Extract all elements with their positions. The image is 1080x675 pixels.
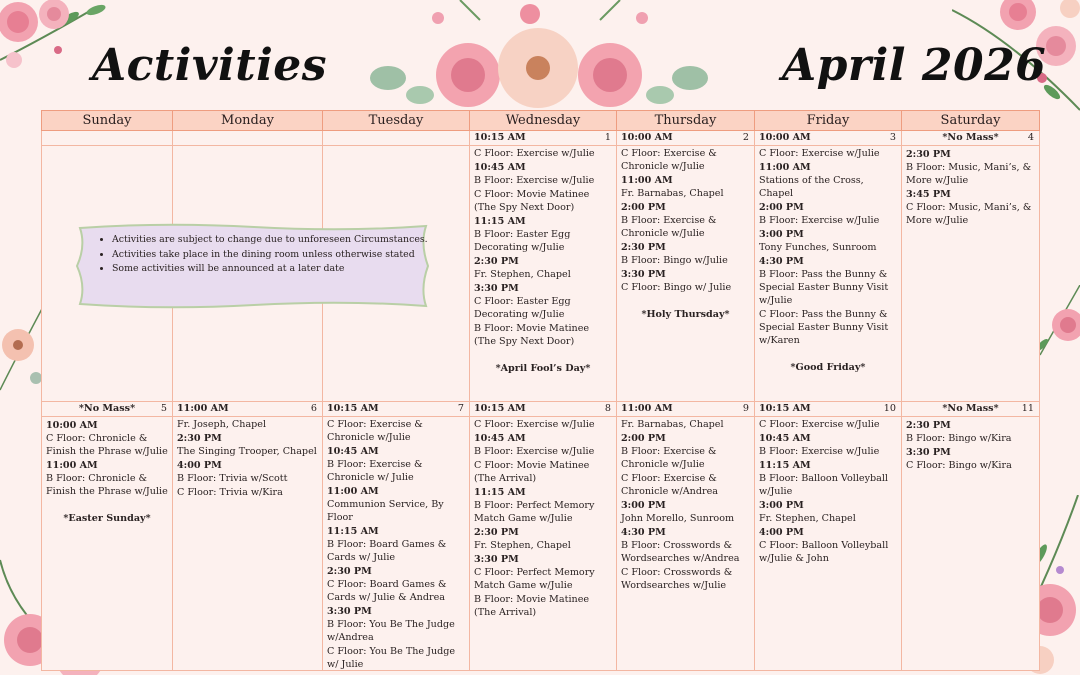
day-number: 5 — [160, 403, 167, 414]
day-number: 6 — [310, 403, 317, 414]
activity-item: B Floor: Bingo w/Julie — [621, 255, 728, 266]
activity-list — [755, 146, 901, 374]
day-cell-header — [323, 402, 469, 417]
activity-list — [755, 417, 901, 565]
day-cell-header — [470, 131, 616, 146]
activity-time: 11:00 AM — [46, 460, 98, 471]
day-cell-apr-9 — [617, 402, 755, 671]
notice-item: • Some activities will be announced at a later date — [112, 263, 432, 276]
activity-time: 11:15 AM — [327, 526, 379, 537]
day-cell-apr-8 — [470, 402, 617, 671]
activity-item: C Floor: Exercise & Chronicle w/Andrea — [621, 473, 718, 497]
page-title: Activities — [92, 40, 328, 91]
activity-item: B Floor: Movie Matinee (The Arrival) — [474, 594, 590, 618]
day-cell-apr-11 — [902, 402, 1040, 671]
activity-item: C Floor: You Be The Judge w/ Julie — [327, 646, 456, 670]
day-cell-apr-10 — [755, 402, 902, 671]
activity-time: 2:30 PM — [474, 256, 519, 267]
first-activity-time: 11:00 AM — [177, 403, 229, 414]
activity-item: Fr. Barnabas, Chapel — [621, 419, 724, 430]
holiday-note: *Holy Thursday* — [641, 309, 730, 320]
activity-item: Stations of the Cross, Chapel — [759, 175, 864, 199]
day-header-friday: Friday — [755, 110, 902, 131]
activity-item: B Floor: Pass the Bunny & Special Easter Bunny Visit w/Julie — [759, 269, 889, 306]
first-activity-time: 10:15 AM — [474, 403, 526, 414]
activity-item: B Floor: Perfect Memory Match Game w/Julie — [474, 500, 595, 524]
activity-time: 3:30 PM — [474, 554, 519, 565]
activity-item: C Floor: Trivia w/Kira — [177, 487, 283, 498]
activity-time: 11:15 AM — [474, 216, 526, 227]
activity-time: 10:45 AM — [759, 433, 811, 444]
activity-item: B Floor: Easter Egg Decorating w/Julie — [474, 229, 571, 253]
activity-time: 3:30 PM — [474, 283, 519, 294]
day-number: 10 — [883, 403, 896, 414]
day-number: 11 — [1021, 403, 1034, 414]
first-activity-time: 10:15 AM — [759, 403, 811, 414]
activity-time: 10:45 AM — [474, 433, 526, 444]
activity-item: C Floor: Movie Matinee (The Arrival) — [474, 460, 590, 484]
day-number: 9 — [742, 403, 749, 414]
day-header-sunday: Sunday — [41, 110, 173, 131]
activity-item: B Floor: Exercise & Chronicle w/ Julie — [327, 459, 423, 483]
activity-time: 4:00 PM — [177, 460, 222, 471]
mass-status: *No Mass* — [78, 403, 136, 414]
first-activity-time: 10:15 AM — [474, 132, 526, 143]
activity-time: 10:45 AM — [327, 446, 379, 457]
holiday-note: *Easter Sunday* — [63, 513, 151, 524]
activity-time: 2:00 PM — [621, 433, 666, 444]
day-cell-header — [755, 131, 901, 146]
activity-item: C Floor: Perfect Memory Match Game w/Julie — [474, 567, 595, 591]
activity-list — [42, 417, 172, 525]
activity-item: C Floor: Exercise & Chronicle w/Julie — [621, 148, 717, 172]
month-title: April 2026 — [782, 40, 1047, 91]
day-header-monday: Monday — [173, 110, 323, 131]
activity-time: 11:00 AM — [621, 175, 673, 186]
day-cell-header — [617, 402, 754, 417]
day-header-saturday: Saturday — [902, 110, 1040, 131]
day-number: 4 — [1027, 132, 1034, 143]
day-number: 2 — [742, 132, 749, 143]
activity-item: C Floor: Bingo w/Kira — [906, 460, 1012, 471]
day-cell-header — [902, 402, 1039, 417]
activity-item: B Floor: Music, Mani’s, & More w/Julie — [906, 162, 1032, 186]
day-cell-header — [42, 402, 172, 417]
first-activity-time: 10:00 AM — [621, 132, 673, 143]
activity-time: 3:30 PM — [906, 447, 951, 458]
day-number: 8 — [604, 403, 611, 414]
day-header-thursday: Thursday — [617, 110, 755, 131]
activity-list — [470, 417, 616, 619]
day-cell-header — [470, 402, 616, 417]
activity-time: 11:15 AM — [474, 487, 526, 498]
notice-banner — [74, 222, 432, 310]
day-cell-header — [902, 131, 1039, 146]
activity-time: 2:30 PM — [906, 420, 951, 431]
activity-list — [173, 417, 322, 499]
activity-item: C Floor: Bingo w/ Julie — [621, 282, 732, 293]
day-header-wednesday: Wednesday — [470, 110, 617, 131]
activity-time: 10:00 AM — [46, 420, 98, 431]
activity-item: B Floor: Exercise w/Julie — [759, 215, 880, 226]
activity-list — [323, 417, 469, 671]
activity-item: B Floor: Exercise w/Julie — [474, 446, 595, 457]
activity-item: Fr. Stephen, Chapel — [474, 269, 571, 280]
activity-item: C Floor: Exercise w/Julie — [759, 419, 880, 430]
activity-time: 3:00 PM — [621, 500, 666, 511]
activity-time: 4:00 PM — [759, 527, 804, 538]
activity-item: C Floor: Exercise & Chronicle w/Julie — [327, 419, 423, 443]
activity-time: 2:00 PM — [621, 202, 666, 213]
day-cell-header — [755, 402, 901, 417]
activity-item: C Floor: Music, Mani’s, & More w/Julie — [906, 202, 1032, 226]
activity-list — [617, 417, 754, 592]
activity-item: Fr. Barnabas, Chapel — [621, 188, 724, 199]
day-cell-apr-1 — [470, 131, 617, 402]
first-activity-time: 10:15 AM — [327, 403, 379, 414]
activity-item: Communion Service, By Floor — [327, 499, 444, 523]
holiday-note: *Good Friday* — [790, 362, 866, 373]
activity-time: 2:00 PM — [759, 202, 804, 213]
notice-list — [96, 234, 432, 278]
activity-item: B Floor: Bingo w/Kira — [906, 433, 1012, 444]
activity-item: Fr. Stephen, Chapel — [474, 540, 571, 551]
activity-item: C Floor: Exercise w/Julie — [759, 148, 880, 159]
activity-time: 3:30 PM — [621, 269, 666, 280]
activity-list — [902, 146, 1039, 227]
activity-time: 4:30 PM — [621, 527, 666, 538]
activity-item: The Singing Trooper, Chapel — [177, 446, 317, 457]
first-activity-time: 11:00 AM — [621, 403, 673, 414]
activity-time: 10:45 AM — [474, 162, 526, 173]
activity-item: C Floor: Balloon Volleyball w/Julie & John — [759, 540, 889, 564]
mass-status: *No Mass* — [942, 132, 999, 143]
activity-item: B Floor: Exercise & Chronicle w/Julie — [621, 215, 717, 239]
activity-item: C Floor: Crosswords & Wordsearches w/Julie — [621, 567, 733, 591]
activity-time: 3:45 PM — [906, 189, 951, 200]
day-cell-header — [173, 402, 322, 417]
day-header-tuesday: Tuesday — [323, 110, 470, 131]
activity-item: B Floor: Exercise w/Julie — [474, 175, 595, 186]
day-cell-apr-4 — [902, 131, 1040, 402]
day-number: 7 — [457, 403, 464, 414]
activity-item: John Morello, Sunroom — [621, 513, 735, 524]
activity-item: C Floor: Movie Matinee (The Spy Next Door) — [474, 189, 590, 213]
activity-list — [470, 146, 616, 375]
activity-item: C Floor: Pass the Bunny & Special Easter Bunny Visit w/Karen — [759, 309, 889, 346]
activity-time: 3:00 PM — [759, 229, 804, 240]
first-activity-time: 10:00 AM — [759, 132, 811, 143]
activity-time: 3:00 PM — [759, 500, 804, 511]
day-number: 3 — [889, 132, 896, 143]
activity-item: B Floor: Movie Matinee (The Spy Next Door) — [474, 323, 590, 347]
activity-item: B Floor: Crosswords & Wordsearches w/Andrea — [621, 540, 740, 564]
activity-time: 3:30 PM — [327, 606, 372, 617]
activity-item: B Floor: Chronicle & Finish the Phrase w/Julie — [46, 473, 168, 497]
day-cell-apr-2 — [617, 131, 755, 402]
mass-status: *No Mass* — [942, 403, 999, 414]
holiday-note: *April Fool’s Day* — [495, 363, 591, 374]
activity-item: B Floor: Balloon Volleyball w/Julie — [759, 473, 888, 497]
activity-time: 2:30 PM — [906, 149, 951, 160]
activity-time: 11:15 AM — [759, 460, 811, 471]
activity-time: 4:30 PM — [759, 256, 804, 267]
day-cell-header — [617, 131, 754, 146]
day-cell-apr-7 — [323, 402, 470, 671]
activity-item: C Floor: Easter Egg Decorating w/Julie — [474, 296, 571, 320]
activity-time: 2:30 PM — [621, 242, 666, 253]
day-cell-apr-5 — [41, 402, 173, 671]
notice-item: • Activities are subject to change due to unforeseen Circumstances. — [112, 234, 432, 247]
activity-item: B Floor: Exercise & Chronicle w/Julie — [621, 446, 717, 470]
activity-item: B Floor: Exercise w/Julie — [759, 446, 880, 457]
activity-item: C Floor: Exercise w/Julie — [474, 148, 595, 159]
activity-time: 11:00 AM — [759, 162, 811, 173]
activity-item: Tony Funches, Sunroom — [759, 242, 877, 253]
activity-item: C Floor: Exercise w/Julie — [474, 419, 595, 430]
activity-time: 2:30 PM — [177, 433, 222, 444]
notice-item: • Activities take place in the dining room unless otherwise stated — [112, 249, 432, 262]
day-cell-apr-6 — [173, 402, 323, 671]
activity-list — [617, 146, 754, 321]
calendar-grid — [41, 110, 1040, 671]
activity-item: B Floor: Trivia w/Scott — [177, 473, 288, 484]
day-cell-apr-3 — [755, 131, 902, 402]
activity-item: C Floor: Board Games & Cards w/ Julie & Andrea — [327, 579, 447, 603]
activity-item: B Floor: Board Games & Cards w/ Julie — [327, 539, 447, 563]
day-number: 1 — [604, 132, 611, 143]
activity-time: 11:00 AM — [327, 486, 379, 497]
activity-item: B Floor: You Be The Judge w/Andrea — [327, 619, 455, 643]
activity-item: C Floor: Chronicle & Finish the Phrase w/Julie — [46, 433, 168, 457]
activity-time: 2:30 PM — [327, 566, 372, 577]
activity-item: Fr. Joseph, Chapel — [177, 419, 267, 430]
floral-top-center-decoration — [360, 0, 720, 108]
activity-time: 2:30 PM — [474, 527, 519, 538]
activity-item: Fr. Stephen, Chapel — [759, 513, 856, 524]
activity-list — [902, 417, 1039, 472]
